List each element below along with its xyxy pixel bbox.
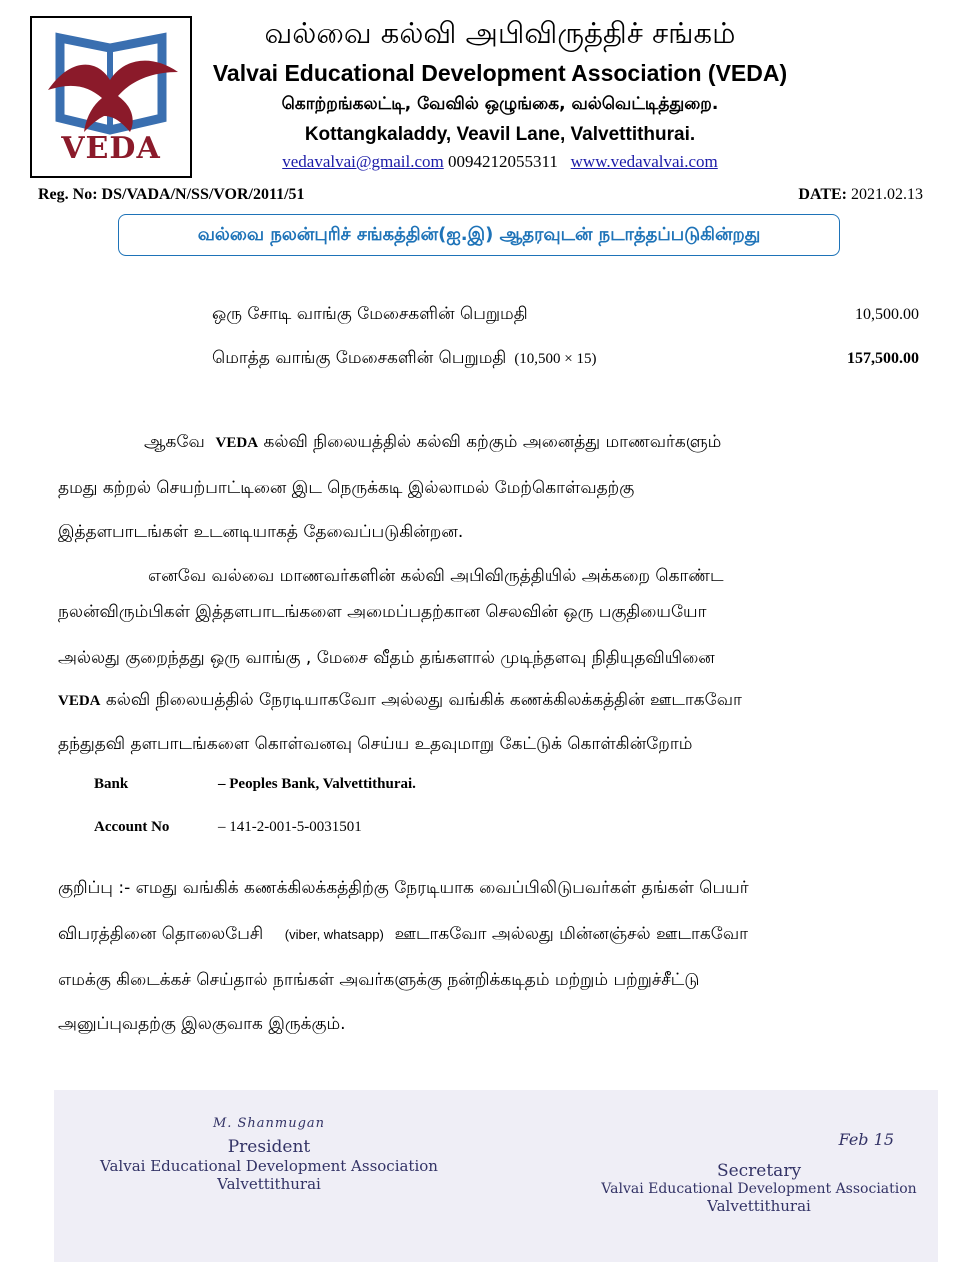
- email-link[interactable]: vedavalvai@gmail.com: [282, 152, 444, 171]
- book-bird-icon: [32, 20, 190, 138]
- address-english: Kottangkaladdy, Veavil Lane, Valvettithurai.: [304, 124, 696, 145]
- org-name-english: Valvai Educational Development Association (VEDA): [212, 60, 788, 86]
- veda-word: VEDA: [58, 693, 101, 709]
- paragraph-line: தந்துதவி தளபாடங்களை கொள்வனவு செய்ய உதவுமாறு கேட்டுக் கொள்கின்றோம்: [58, 734, 693, 754]
- president-place: Valvettithurai: [217, 1175, 321, 1193]
- paragraph-line: நலன்விரும்பிகள் இத்தளபாடங்களை அமைப்பதற்கான செலவின் ஒரு பகுதியையோ: [58, 602, 707, 622]
- cost-value: 10,500.00: [855, 306, 919, 323]
- paragraph-line: எனவே வல்வை மாணவர்களின் கல்வி அபிவிருத்தியில் அக்கறை கொண்ட: [148, 566, 724, 586]
- website-link[interactable]: www.vedavalvai.com: [570, 152, 718, 171]
- account-value: – 141-2-001-5-0031501: [218, 819, 362, 835]
- text-span: ஆகவே: [144, 432, 205, 452]
- text-span: விபரத்தினை தொலைபேசி: [58, 924, 264, 944]
- secretary-signature: [584, 1130, 934, 1215]
- paragraph-line: [58, 690, 742, 712]
- account-label: Account No: [94, 819, 170, 835]
- note-line: [58, 924, 748, 946]
- date-value: 2021.02.13: [851, 186, 923, 203]
- phone-number: 0094212055311: [448, 152, 558, 171]
- total-label-text: மொத்த வாங்கு மேசைகளின் பெறுமதி: [212, 348, 507, 368]
- secretary-org: Valvai Educational Development Association: [601, 1181, 917, 1197]
- logo-text: VEDA: [61, 131, 161, 166]
- text-span: ஊடாகவோ அல்லது மின்னஞ்சல் ஊடாகவோ: [394, 924, 748, 944]
- bank-row: [94, 776, 416, 793]
- president-signature: [84, 1116, 454, 1193]
- reg-number: Reg. No: DS/VADA/N/SS/VOR/2011/51: [38, 186, 305, 203]
- org-name-tamil: வல்வை கல்வி அபிவிருத்திச் சங்கம்: [264, 16, 736, 50]
- veda-logo: [30, 16, 192, 178]
- veda-word: VEDA: [215, 435, 259, 451]
- bank-label: Bank: [94, 776, 129, 792]
- text-span: கல்வி நிலையத்தில் நேரடியாகவோ அல்லது வங்கிக் கணக்கிலக்கத்தின் ஊடாகவோ: [105, 690, 742, 710]
- note-line: அனுப்புவதற்கு இலகுவாக இருக்கும்.: [58, 1014, 346, 1034]
- date: [798, 186, 923, 204]
- contact-line: [180, 152, 820, 172]
- note-line: எமக்கு கிடைக்கச் செய்தால் நாங்கள் அவர்களுக்கு நன்றிக்கடிதம் மற்றும் பற்றுச்சீட்டு: [58, 970, 700, 990]
- signature-area: [54, 1090, 938, 1262]
- note-line: குறிப்பு :- எமது வங்கிக் கணக்கிலக்கத்திற்கு நேரடியாக வைப்பிலிடுபவர்கள் தங்கள் பெயர்: [58, 878, 749, 898]
- total-cost-label: [212, 348, 597, 370]
- president-sign: M. Shanmugan: [212, 1116, 326, 1131]
- president-org: Valvai Educational Development Association: [100, 1157, 438, 1175]
- apps-text: (viber, whatsapp): [284, 927, 384, 942]
- paragraph-line: தமது கற்றல் செயற்பாட்டினை இட நெருக்கடி இல்லாமல் மேற்கொள்வதற்கு: [58, 478, 635, 498]
- text-span: கல்வி நிலையத்தில் கல்வி கற்கும் அனைத்து மாணவர்களும்: [263, 432, 722, 452]
- cost-label: ஒரு சோடி வாங்கு மேசைகளின் பெறுமதி: [212, 304, 528, 324]
- total-calc: (10,500 × 15): [514, 351, 597, 367]
- paragraph-line: இத்தளபாடங்கள் உடனடியாகத் தேவைப்படுகின்றன.: [58, 522, 464, 542]
- address-tamil: கொற்றங்கலட்டி, வேவில் ஒழுங்கை, வல்வெட்டித்துறை.: [281, 94, 719, 114]
- total-cost-value: 157,500.00: [847, 350, 919, 367]
- secretary-place: Valvettithurai: [707, 1197, 811, 1215]
- bank-value: – Peoples Bank, Valvettithurai.: [218, 776, 416, 792]
- paragraph-line: அல்லது குறைந்தது ஒரு வாங்கு , மேசை வீதம் தங்களால் முடிந்தளவு நிதியுதவியினை: [58, 648, 715, 668]
- secretary-sign: Feb 15: [838, 1130, 894, 1149]
- secretary-title: Secretary: [716, 1161, 802, 1181]
- support-banner: வல்வை நலன்புரிச் சங்கத்தின்(ஐ.இ) ஆதரவுடன் நடாத்தப்படுகின்றது: [118, 214, 840, 256]
- date-label: DATE:: [798, 186, 847, 203]
- paragraph-line: [144, 432, 721, 454]
- account-row: [94, 819, 362, 836]
- president-title: President: [227, 1137, 311, 1157]
